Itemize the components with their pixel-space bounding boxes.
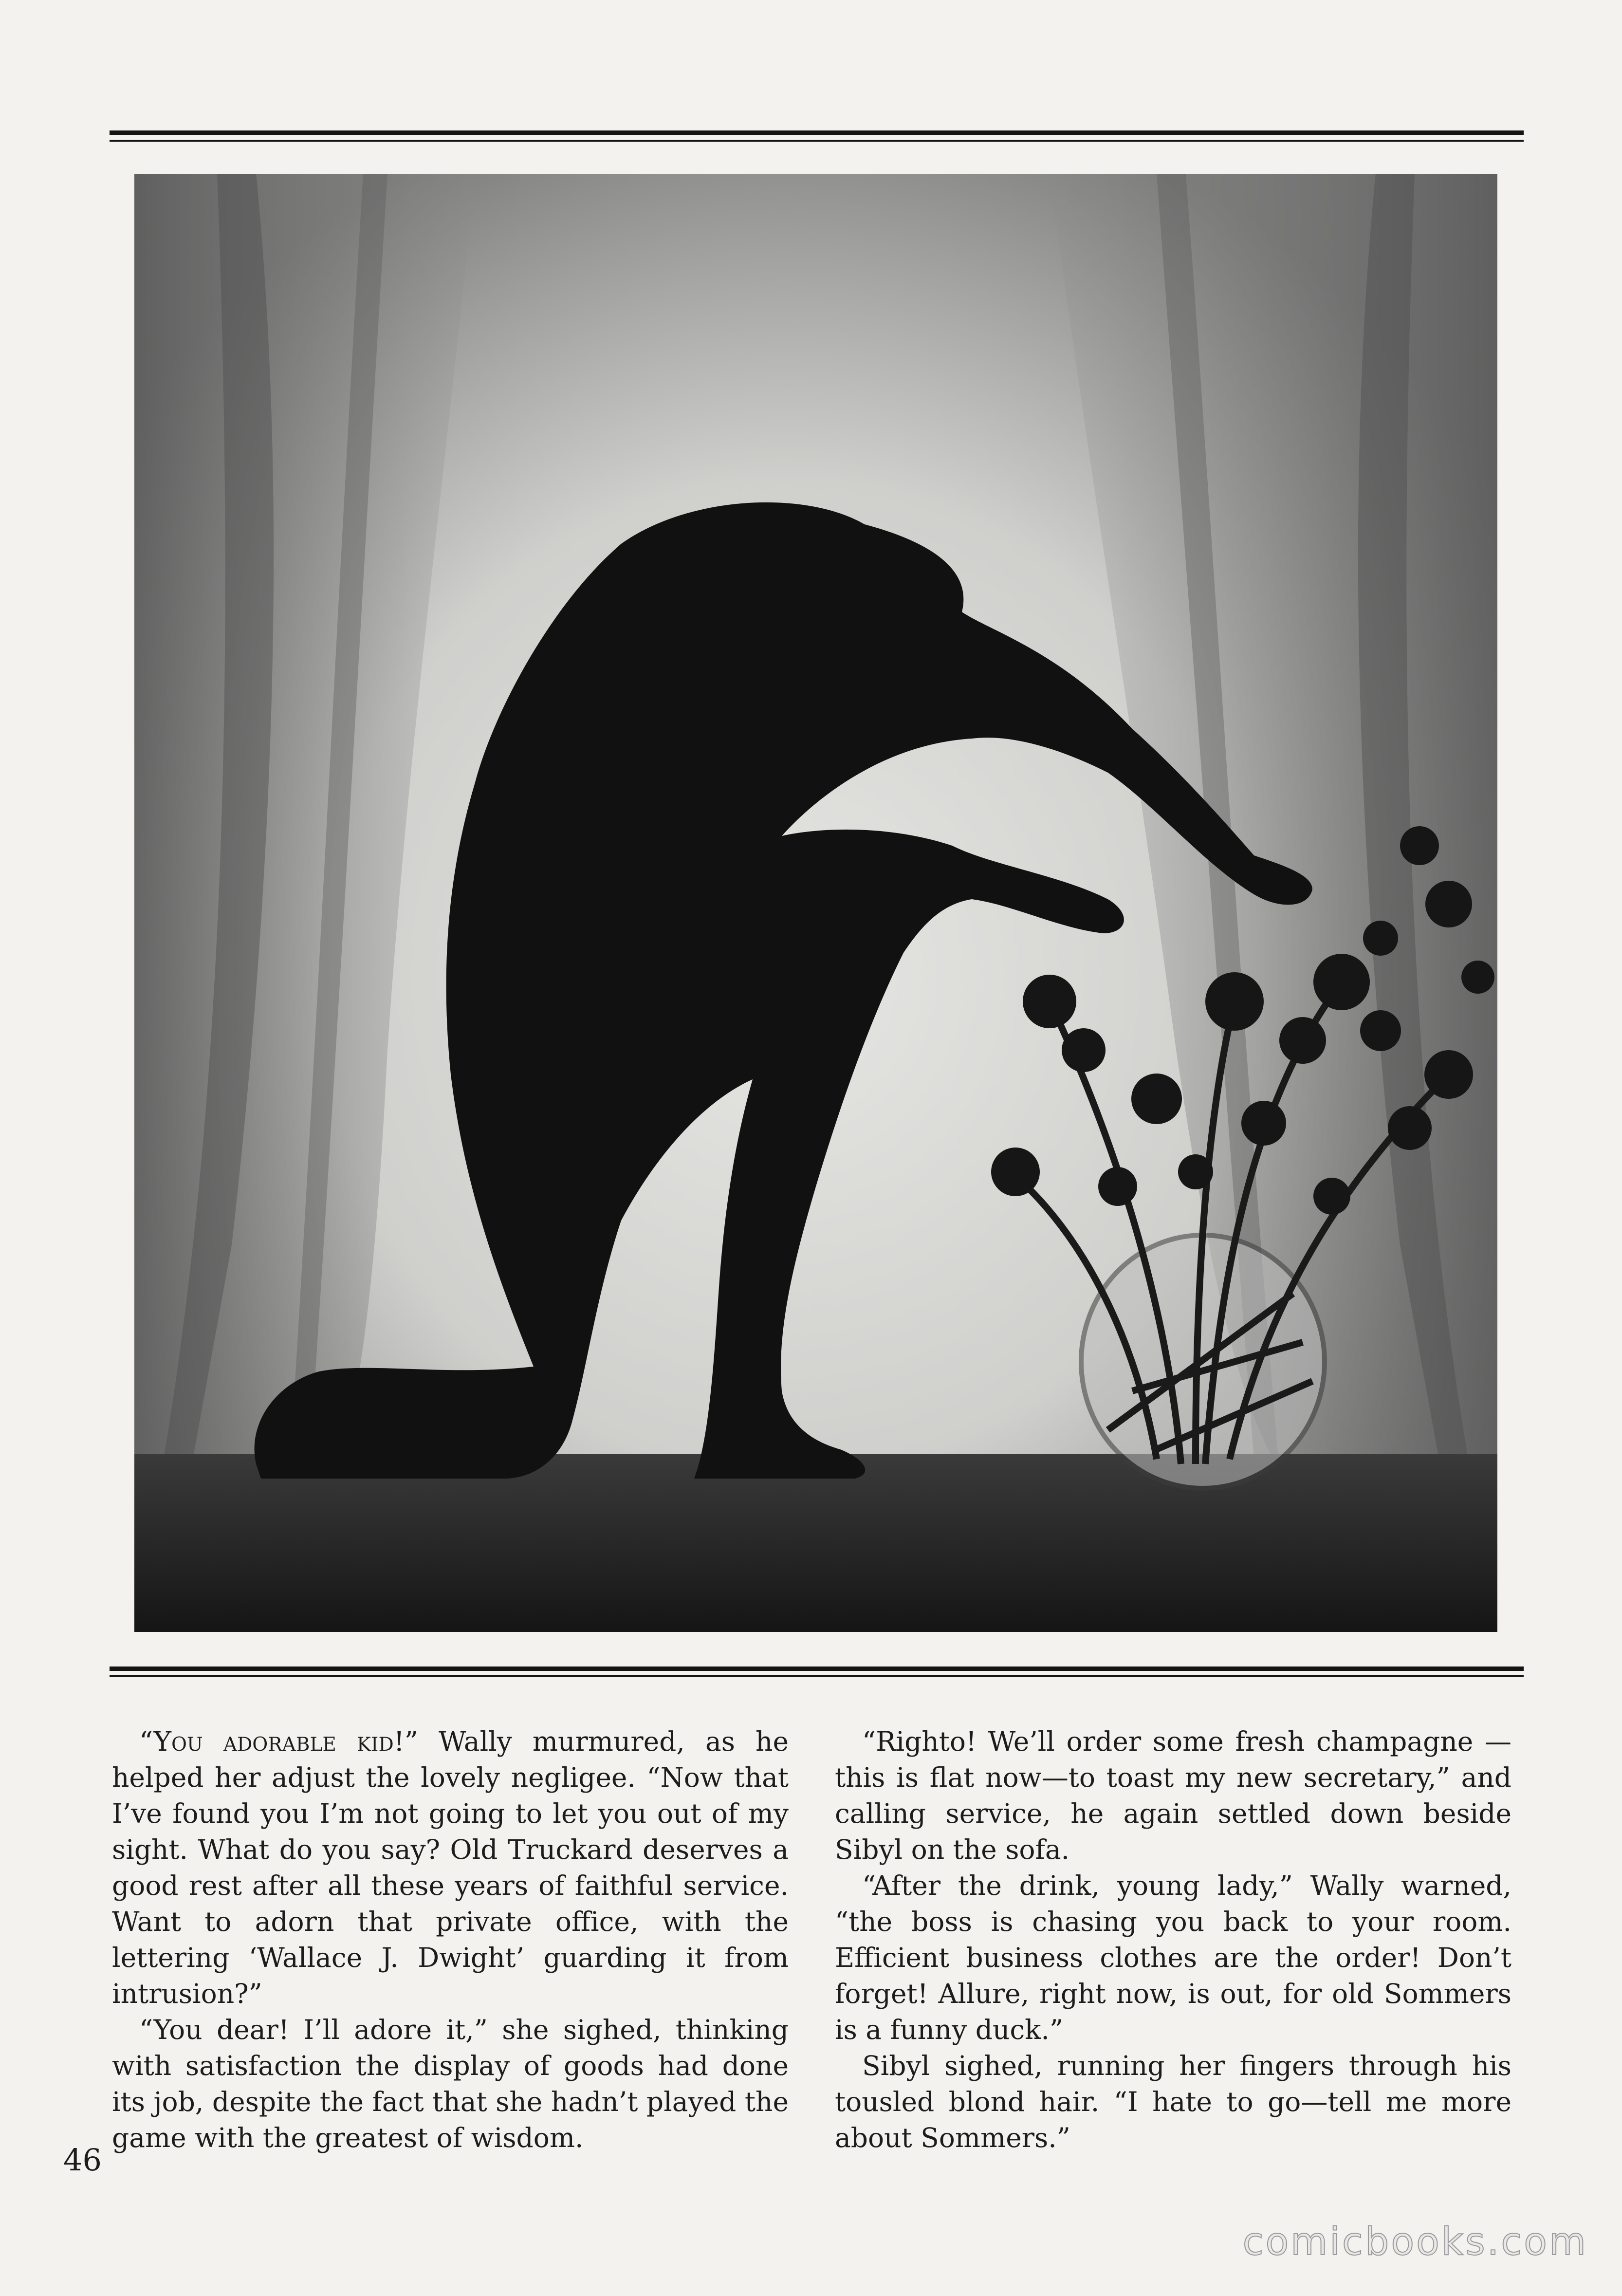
top-rule-thin [110, 140, 1524, 142]
silhouette-photo [134, 174, 1497, 1632]
floor [134, 1454, 1497, 1632]
left-paragraph-2: “You dear! I’ll adore it,” she sighed, thinking with satisfaction the display of goods had done its job, despite the fact that she hadn’t played the game with the greatest of wisdom. [112, 2014, 789, 2153]
right-paragraph-3: Sibyl sighed, running her fingers through his tousled blond hair. “I hate to go—tell me more about Sommers.” [835, 2050, 1511, 2153]
left-paragraph-1-body: Wally murmured, as he helped her adjust the lovely negligee. “Now that I’ve found you I’m not going to let you out of my sight. What do you say? Old Truckard deserves a good rest after all these years of faithful service. Want to adorn that private office, with the lettering ‘Wallace J. Dwight’ guarding it from intrusion?” [112, 1726, 789, 2009]
right-text-column [835, 1723, 1511, 2156]
left-text-column [112, 1723, 789, 2156]
opening-lead: “You adorable kid!” [139, 1726, 418, 1757]
page-number: 46 [63, 2142, 102, 2178]
watermark-logo: comicbooks.com [1242, 2220, 1588, 2264]
left-paragraph-1 [112, 1723, 789, 2012]
lower-rule-thick [110, 1666, 1524, 1671]
right-paragraph-1: “Righto! We’ll order some fresh champagne —this is flat now—to toast my new secretary,” and calling service, he again settled down beside Sibyl on the sofa. [835, 1726, 1511, 1865]
right-paragraph-2: “After the drink, young lady,” Wally warned, “the boss is chasing you back to your room. Efficient business clothes are the order! Don’t forget! Allure, right now, is out, for old Sommers is a funny duck.” [835, 1870, 1511, 2045]
lower-rule-thin [110, 1675, 1524, 1677]
top-rule-thick [110, 130, 1524, 135]
